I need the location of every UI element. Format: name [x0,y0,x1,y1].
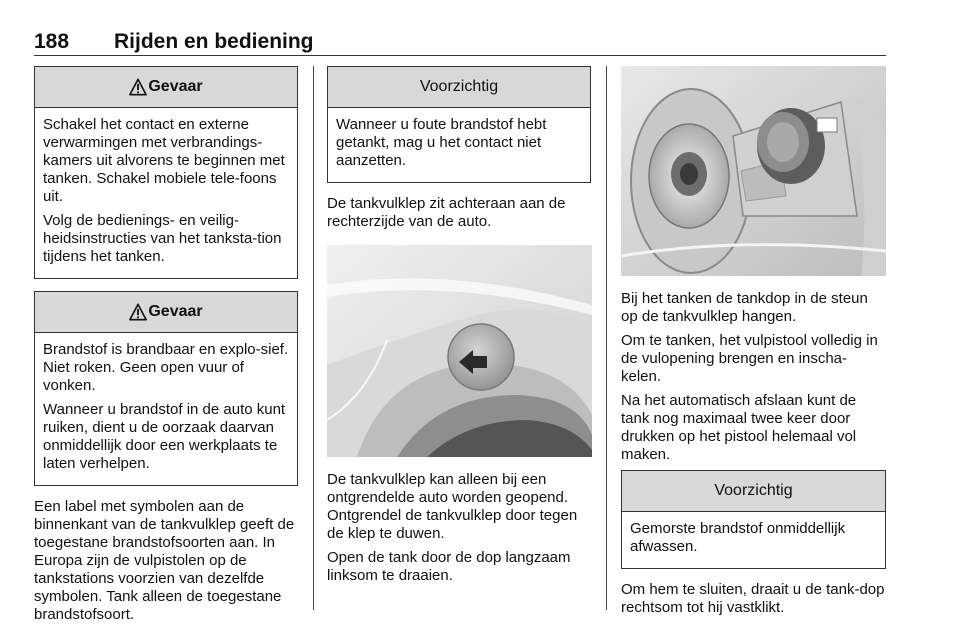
danger-text: Wanneer u brandstof in de auto kunt ruiken, dient u de oorzaak daarvan onmiddellijk door een werkplaats te laten verhelpen. [43,401,286,472]
column-divider [606,66,607,610]
page-title: Rijden en bediening [114,30,314,53]
page-number: 188 [34,30,70,53]
danger-box-title: Gevaar [148,303,203,320]
caution-box-body [328,108,590,182]
danger-box-header [35,67,297,108]
column-2 [327,66,591,591]
caution-box [621,470,886,569]
car-rear-side-image [327,245,592,457]
fuel-door-location-illustration [327,245,592,457]
caution-box-header [622,471,885,512]
body-paragraph: Om hem te sluiten, draait u de tank-dop rechtsom tot hij vastklikt. [621,581,885,616]
danger-box-title: Gevaar [148,78,203,95]
danger-box-body [35,333,297,485]
page-header [34,30,886,52]
body-paragraph: Bij het tanken de tankdop in de steun op de tankvulklep hangen. [621,290,868,325]
body-paragraph: Na het automatisch afslaan kunt de tank nog maximaal twee keer door drukken op het pistool helemaal vol maken. [621,392,857,463]
caution-box-title: Voorzichtig [419,78,499,95]
caution-box [327,66,591,183]
caution-box-body [622,512,885,568]
body-paragraph: De tankvulklep kan alleen bij een ontgrendelde auto worden geopend. Ontgrendel de tankvulklep door tegen de klep te duwen. [327,471,578,542]
danger-text: Brandstof is brandbaar en explo-sief. Niet roken. Geen open vuur of vonken. [43,341,289,394]
column-3 [621,66,886,623]
caution-box-title: Voorzichtig [714,482,793,499]
fuel-filler-open-image [621,66,886,276]
caution-box-header [328,67,590,108]
danger-text: Volg de bedienings- en veilig-heidsinstructies van het tanksta-tion tijdens het tanken. [43,212,282,265]
column-divider [313,66,314,610]
warning-triangle-icon [129,78,147,96]
warning-triangle-icon [129,303,147,321]
danger-box-body [35,108,297,278]
caution-text: Wanneer u foute brandstof hebt getankt, mag u het contact niet aanzetten. [336,116,547,169]
danger-text: Schakel het contact en externe verwarmingen met verbrandings-kamers uit alvorens te beginnen met tanken. Schakel mobiele tele-foons uit. [43,116,285,205]
caution-text: Gemorste brandstof onmiddellijk afwassen. [630,520,846,555]
body-paragraph: Een label met symbolen aan de binnenkant van de tankvulklep geeft de toegestane brandstofsoorten aan. In Europa zijn de vulpistolen op de tankstations voorzien van dezelfde symbolen. Tank alleen de toegestane brandstofsoort. [34,498,295,623]
body-paragraph: De tankvulklep zit achteraan aan de rechterzijde van de auto. [327,195,566,230]
fuel-cap-illustration [621,66,886,276]
body-paragraph: Open de tank door de dop langzaam linksom te draaien. [327,549,571,584]
danger-box-header [35,292,297,333]
header-rule [34,55,886,56]
column-1 [34,66,298,630]
danger-box [34,291,298,486]
body-paragraph: Om te tanken, het vulpistool volledig in de vulopening brengen en inscha-kelen. [621,332,878,385]
danger-box [34,66,298,279]
